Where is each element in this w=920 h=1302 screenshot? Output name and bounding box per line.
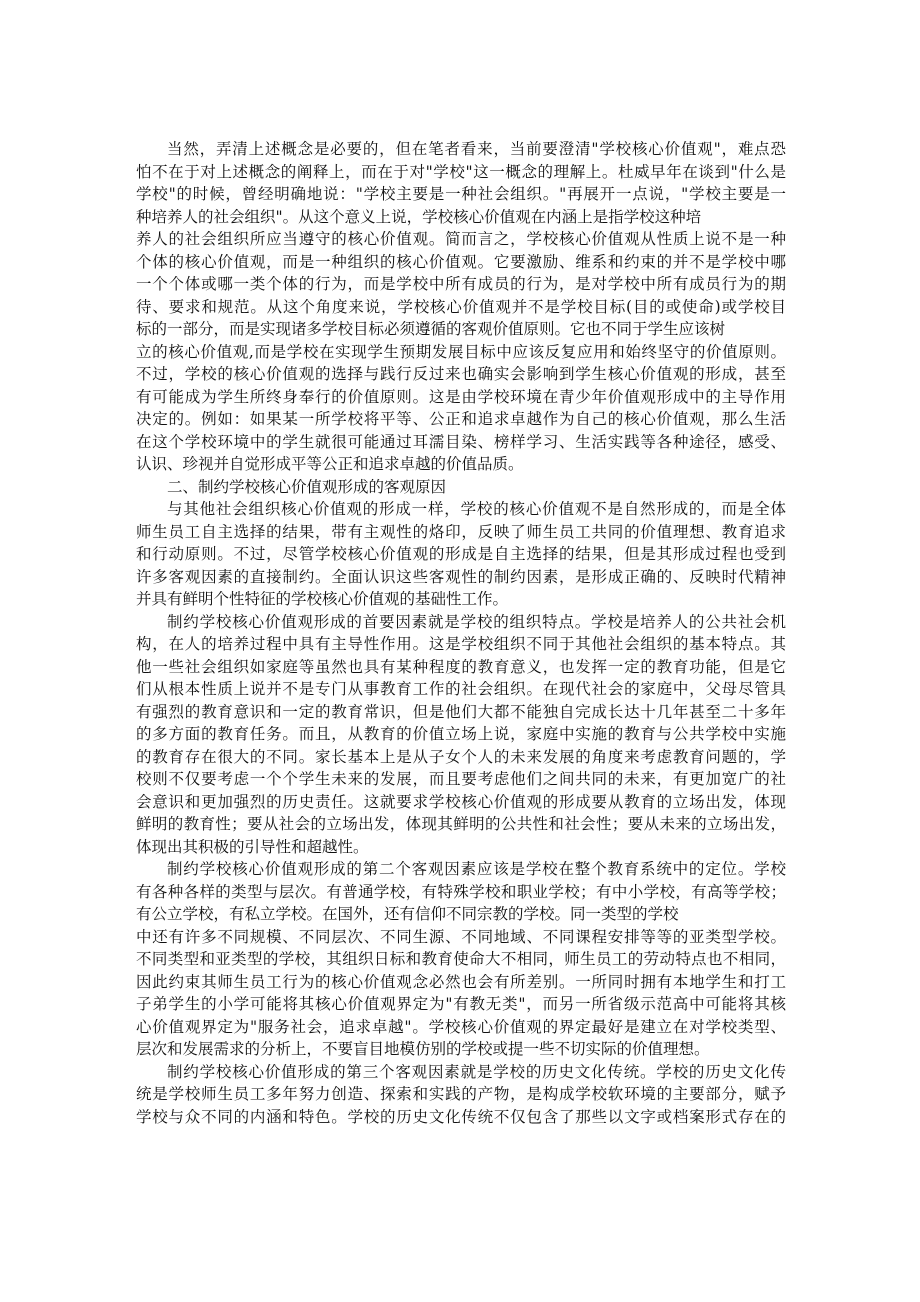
text-line: 的多方面的教育任务。而且，从教育的价值立场上说，家庭中实施的教育与公共学校中实施 (136, 725, 786, 743)
text-line: 认识、珍视并自觉形成平等公正和追求卓越的价值品质。 (136, 455, 524, 473)
text-line: 标的一部分，而是实现诸多学校目标必须遵循的客观价值原则。它也不同于学生应该树 (136, 320, 726, 338)
text-line: 学校与众不同的内涵和特色。学校的历史文化传统不仅包含了那些以文字或档案形式存在的 (136, 1107, 786, 1126)
text-line: 会意识和更加强烈的历史责任。这就要求学校核心价值观的形成要从教育的立场出发，体现 (136, 792, 786, 811)
text-line: 一个个体或哪一类个体的行为，而是学校中所有成员的行为，是对学校中所有成员行为的期 (136, 275, 786, 293)
text-line: 种培养人的社会组织"。从这个意义上说，学校核心价值观在内涵上是指学校这种培 (136, 207, 702, 226)
text-line: 养人的社会组织所应当遵守的核心价值观。简而言之，学校核心价值观从性质上说不是一种 (136, 230, 786, 248)
text-line: 并具有鲜明个性特征的学校核心价值观的基础性工作。 (136, 590, 509, 608)
text-line: 制约学校核心价值观形成的第二个客观因素应该是学校在整个教育系统中的定位。学校 (167, 860, 786, 878)
text-line: 制约学校核心价值形成的第三个客观因素就是学校的历史文化传统。学校的历史文化传 (167, 1062, 786, 1081)
text-line: 与其他社会组织核心价值观的形成一样，学校的核心价值观不是自然形成的，而是全体 (167, 500, 786, 518)
text-line: 和行动原则。不过，尽管学校核心价值观的形成是自主选择的结果，但是其形成过程也受到 (136, 545, 786, 563)
section-heading: 二、制约学校核心价值观形成的客观原因 (167, 477, 447, 496)
text-line: 学校"的时候，曾经明确地说："学校主要是一种社会组织。"再展开一点说，"学校主要是一 (136, 185, 786, 203)
text-line: 不同类型和亚类型的学校，其组织日标和教育使命大不相同，师生员工的劳动特点也不相同， (136, 950, 786, 968)
text-line: 们从根本性质上说并不是专门从事教育工作的社会组织。在现代社会的家庭中，父母尽管具 (136, 680, 786, 698)
text-line: 心价值观界定为"服务社会，追求卓越"。学校核心价值观的界定最好是建立在对学校类型、 (136, 1017, 786, 1036)
text-line: 体现出其积极的引导性和超越性。 (136, 837, 369, 856)
text-line: 的教育存在很大的不同。家长基本上是从子女个人的未来发展的角度来考虑教育问题的，学 (136, 747, 786, 766)
text-line: 子弟学生的小学可能将其核心价值观界定为"有教无类"，而另一所省级示范高中可能将其核 (136, 995, 786, 1013)
text-line: 因此约束其师生员工行为的核心价值观念必然也会有所差别。一所同时拥有本地学生和打工 (136, 972, 786, 991)
text-line: 层次和发展需求的分析上，不要盲目地模仿别的学校或提一些不切实际的价值理想。 (136, 1040, 710, 1058)
text-line: 制约学校核心价值观形成的首要因素就是学校的组织特点。学校是培养人的公共社会机 (167, 612, 786, 631)
text-line: 中还有许多不同规模、不同层次、不同生源、不同地域、不同课程安排等等的亚类型学校。 (136, 927, 786, 946)
text-line: 个体的核心价值观，而是一种组织的核心价值观。它要激励、维系和约束的并不是学校中哪 (136, 252, 786, 271)
text-line: 有可能成为学生所终身奉行的价值原则。这是由学校环境在青少年价值观形成中的主导作用 (136, 387, 786, 406)
text-line: 师生员工自主选择的结果，带有主观性的烙印，反映了师生员工共同的价值理想、教育追求 (136, 522, 786, 541)
document-body (136, 138, 786, 1128)
text-line: 构，在人的培养过程中具有主导性作用。这是学校组织不同于其他社会组织的基本特点。其 (136, 635, 786, 653)
text-line: 待、要求和规范。从这个角度来说，学校核心价值观并不是学校目标(目的或使命)或学校目 (136, 297, 786, 316)
text-line: 他一些社会组织如家庭等虽然也具有某种程度的教育意义，也发挥一定的教育功能，但是它 (136, 657, 786, 676)
text-line: 决定的。例如：如果某一所学校将平等、公正和追求卓越作为自己的核心价值观，那么生活 (136, 410, 786, 428)
text-line: 怕不在于对上述概念的阐释上，而在于对"学校"这一概念的理解上。杜威早年在谈到"什么是 (136, 162, 786, 181)
text-line: 鲜明的教育性；要从社会的立场出发，体现其鲜明的公共性和社会性；要从未来的立场出发， (136, 815, 786, 833)
text-line: 有公立学校，有私立学校。在国外，还有信仰不同宗教的学校。同一类型的学校 (136, 905, 679, 923)
text-line: 校则不仅要考虑一个个学生未来的发展，而且要考虑他们之间共同的未来，有更加宽广的社 (136, 770, 786, 788)
text-line: 有强烈的教育意识和一定的教育常识，但是他们大都不能独自完成长达十几年甚至二十多年 (136, 702, 786, 721)
text-line: 在这个学校环境中的学生就很可能通过耳濡目染、榜样学习、生活实践等各种途径，感受、 (136, 432, 786, 451)
text-line: 许多客观因素的直接制约。全面认识这些客观性的制约因素，是形成正确的、反映时代精神 (136, 567, 786, 586)
text-line: 统是学校师生员工多年努力创造、探索和实践的产物，是构成学校软环境的主要部分，赋予 (136, 1085, 786, 1103)
text-line: 有各种各样的类型与层次。有普通学校，有特殊学校和职业学校；有中小学校，有高等学校； (136, 882, 786, 901)
text-line: 立的核心价值观,而是学校在实现学生预期发展目标中应该反复应用和始终坚守的价值原则。 (136, 342, 786, 361)
text-line: 不过，学校的核心价值观的选择与践行反过来也确实会影响到学生核心价值观的形成，甚至 (136, 365, 786, 383)
text-line: 当然，弄清上述概念是必要的，但在笔者看来，当前要澄清"学校核心价值观"，难点恐 (167, 140, 786, 158)
